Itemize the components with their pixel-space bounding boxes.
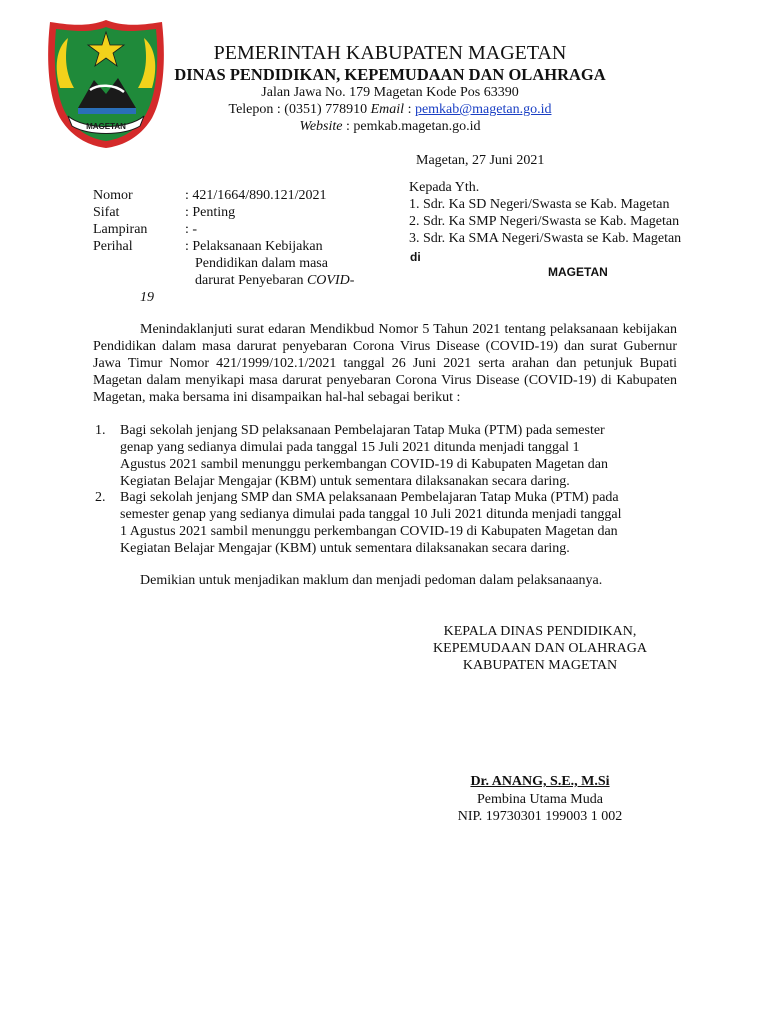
recipient-item-2: 2. Sdr. Ka SMP Negeri/Swasta se Kab. Magetan [409, 214, 680, 229]
signer-name [400, 773, 680, 791]
website-text: pemkab.magetan.go.id [353, 119, 481, 134]
recipient-city: MAGETAN [548, 265, 608, 279]
list-item-2 [93, 489, 677, 557]
letterhead-address: Jalan Jawa No. 179 Magetan Kode Pos 63390 [261, 85, 519, 100]
letter-date: Magetan, 27 Juni 2021 [416, 153, 545, 168]
meta-value: : - [185, 222, 198, 237]
recipient-intro: Kepada Yth. [409, 180, 480, 195]
list-number: 1. [95, 423, 106, 438]
list-line: Kegiatan Belajar Mengajar (KBM) untuk sementara dilaksanakan secara daring. [120, 474, 570, 489]
meta-key: Nomor [93, 188, 133, 203]
list-line: 1 Agustus 2021 sambil menunggu perkembangan COVID-19 di Kabupaten Magetan dan [120, 524, 618, 539]
letterhead-government: PEMERINTAH KABUPATEN MAGETAN [213, 42, 567, 64]
meta-value: : Penting [185, 205, 236, 220]
recipient-item-1: 1. Sdr. Ka SD Negeri/Swasta se Kab. Magetan [409, 197, 670, 212]
meta-key: Perihal [93, 239, 133, 254]
perihal-line-3-text: darurat Penyebaran [195, 273, 307, 288]
signature-title-1: KEPALA DINAS PENDIDIKAN, [443, 624, 637, 639]
meta-key: Lampiran [93, 222, 148, 237]
closing-sentence: Demikian untuk menjadikan maklum dan menjadi pedoman dalam pelaksanaanya. [140, 573, 603, 588]
perihal-line-4: 19 [140, 290, 154, 305]
body-paragraph: Menindaklanjuti surat edaran Mendikbud Nomor 5 Tahun 2021 tentang pelaksanaan kebijakan Pendidikan dalam masa darurat penyebaran Corona Virus Disease (COVID-19) dan surat Gubernur Jawa Timur Nomor 421/1999/102.1/2021 tanggal 26 Juni 2021 serta arahan dan petunjuk Bupati Magetan dalam menyikapi masa darurat penyebaran Corona Virus Disease (COVID-19) di Kabupaten Magetan, maka bersama ini disampaikan hal-hal sebagai berikut : [93, 322, 677, 405]
list-text [120, 422, 680, 490]
website-separator: : [342, 119, 354, 134]
letterhead-contact [150, 101, 630, 118]
signature-title-2: KEPEMUDAAN DAN OLAHRAGA [433, 641, 647, 656]
meta-value: : 421/1664/890.121/2021 [185, 188, 327, 203]
list-number: 2. [95, 490, 106, 505]
phone-text: Telepon : (0351) 778910 [228, 102, 371, 117]
list-line: Bagi sekolah jenjang SD pelaksanaan Pembelajaran Tatap Muka (PTM) pada semester [120, 423, 605, 438]
letterhead-agency: DINAS PENDIDIKAN, KEPEMUDAAN DAN OLAHRAGA [174, 65, 606, 84]
list-line: Agustus 2021 sambil menunggu perkembangan COVID-19 di Kabupaten Magetan dan [120, 457, 608, 472]
list-line: Kegiatan Belajar Mengajar (KBM) untuk sementara dilaksanakan secara daring. [120, 541, 570, 556]
list-line: semester genap yang sedianya dimulai pada tanggal 10 Juli 2021 ditunda menjadi tanggal [120, 507, 622, 522]
recipient-di: di [410, 250, 421, 264]
email-label: Email [370, 102, 405, 117]
letterhead-website [170, 118, 610, 135]
meta-value: : Pelaksanaan Kebijakan [185, 239, 323, 254]
perihal-line-3-italic: COVID- [306, 273, 355, 288]
signer-nip: NIP. 19730301 199003 1 002 [457, 809, 623, 824]
list-item-1 [93, 422, 677, 490]
recipient-item-3: 3. Sdr. Ka SMA Negeri/Swasta se Kab. Magetan [409, 231, 682, 246]
signer-rank: Pembina Utama Muda [477, 792, 603, 807]
perihal-line-3 [195, 272, 354, 289]
list-text [120, 489, 680, 557]
signature-title-3: KABUPATEN MAGETAN [462, 658, 618, 673]
list-line: genap yang sedianya dimulai pada tanggal 15 Juli 2021 ditunda menjadi tanggal 1 [120, 440, 580, 455]
meta-key: Sifat [93, 205, 120, 220]
logo-banner-text: MAGETAN [86, 122, 126, 131]
perihal-line-2: Pendidikan dalam masa [195, 256, 328, 271]
email-link[interactable]: pemkab@magetan.go.id [414, 102, 552, 117]
signer-name-text: Dr. ANANG, S.E., M.Si [470, 774, 610, 789]
list-line: Bagi sekolah jenjang SMP dan SMA pelaksanaan Pembelajaran Tatap Muka (PTM) pada [120, 490, 619, 505]
website-label: Website [299, 119, 343, 134]
email-separator: : [404, 102, 415, 117]
